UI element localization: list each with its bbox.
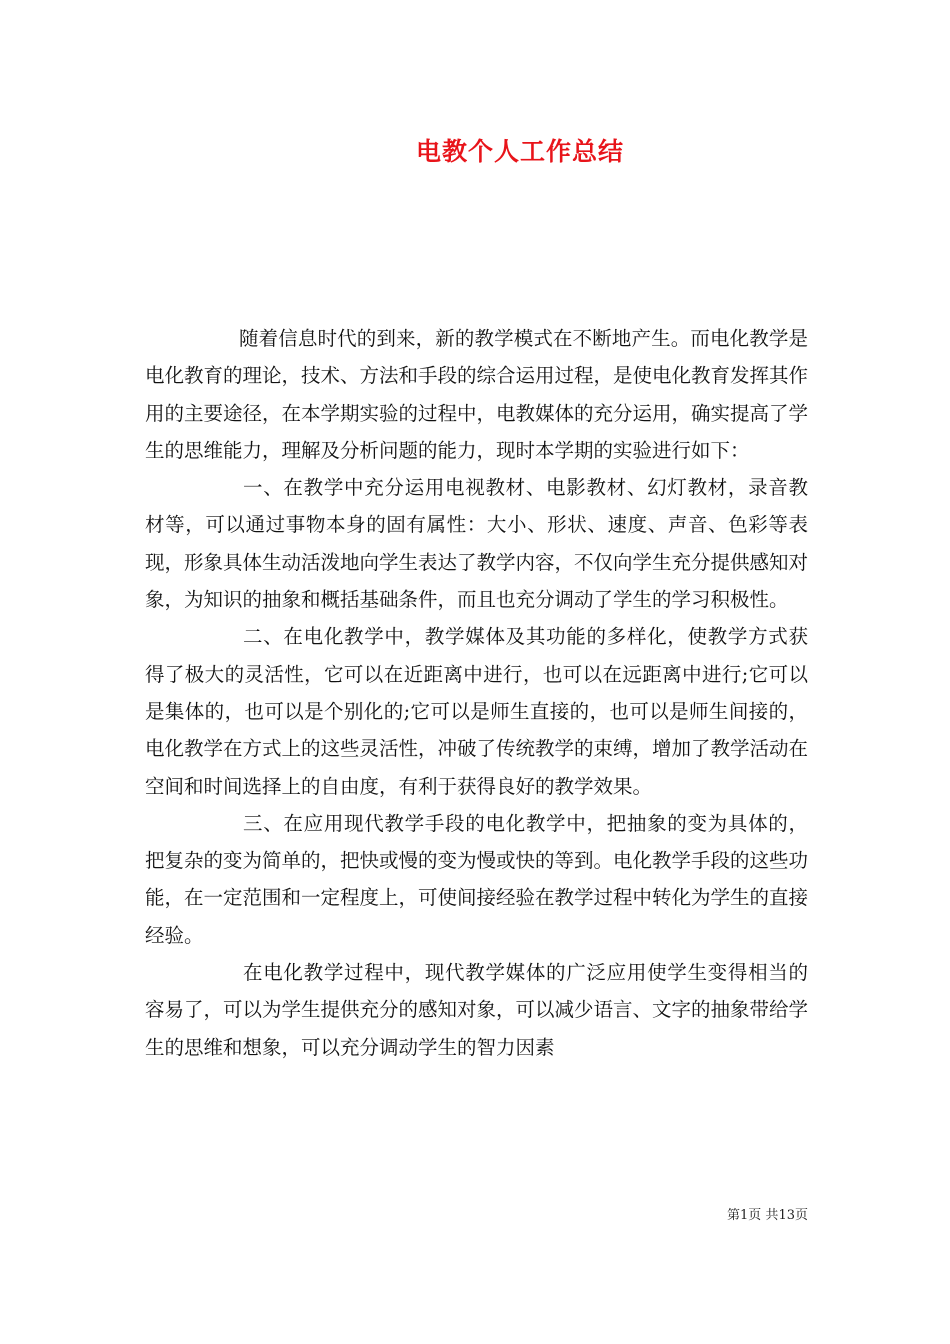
footer-prefix: 第	[727, 1208, 741, 1223]
paragraph-section-2: 二、在电化教学中，教学媒体及其功能的多样化，使教学方式获得了极大的灵活性，它可以在近距离中进行，也可以在远距离中进行;它可以是集体的，也可以是个别化的;它可以是师生直接的，也可以是师生间接的，电化教学在方式上的这些灵活性，冲破了传统教学的束缚，增加了教学活动在空间和时间选择上的自由度，有利于获得良好的教学效果。	[145, 625, 809, 798]
footer-page-number: 1	[740, 1208, 749, 1223]
paragraph-section-3: 三、在应用现代教学手段的电化教学中，把抽象的变为具体的，把复杂的变为简单的，把快或慢的变为慢或快的等到。电化教学手段的这些功能，在一定范围和一定程度上，可使间接经验在教学过程中转化为学生的直接经验。	[145, 811, 809, 947]
page-number-footer	[727, 1204, 808, 1223]
footer-middle: 页 共	[748, 1208, 779, 1223]
document-body	[145, 320, 808, 1066]
page-title: 电教个人工作总结	[415, 137, 624, 166]
paragraph-closing: 在电化教学过程中，现代教学媒体的广泛应用使学生变得相当的容易了，可以为学生提供充分的感知对象，可以减少语言、文字的抽象带给学生的思维和想象，可以充分调动学生的智力因素	[145, 961, 809, 1059]
footer-suffix: 页	[794, 1208, 808, 1223]
paragraph-section-1: 一、在教学中充分运用电视教材、电影教材、幻灯教材，录音教材等，可以通过事物本身的固有属性：大小、形状、速度、声音、色彩等表现，形象具体生动活泼地向学生表达了教学内容，不仅向学生充分提供感知对象，为知识的抽象和概括基础条件，而且也充分调动了学生的学习积极性。	[145, 476, 809, 612]
footer-total-pages: 13	[778, 1208, 795, 1223]
paragraph-intro: 随着信息时代的到来，新的教学模式在不断地产生。而电化教学是电化教育的理论，技术、方法和手段的综合运用过程，是使电化教育发挥其作用的主要途径，在本学期实验的过程中，电教媒体的充分运用，确实提高了学生的思维能力，理解及分析问题的能力，现时本学期的实验进行如下：	[145, 327, 809, 462]
